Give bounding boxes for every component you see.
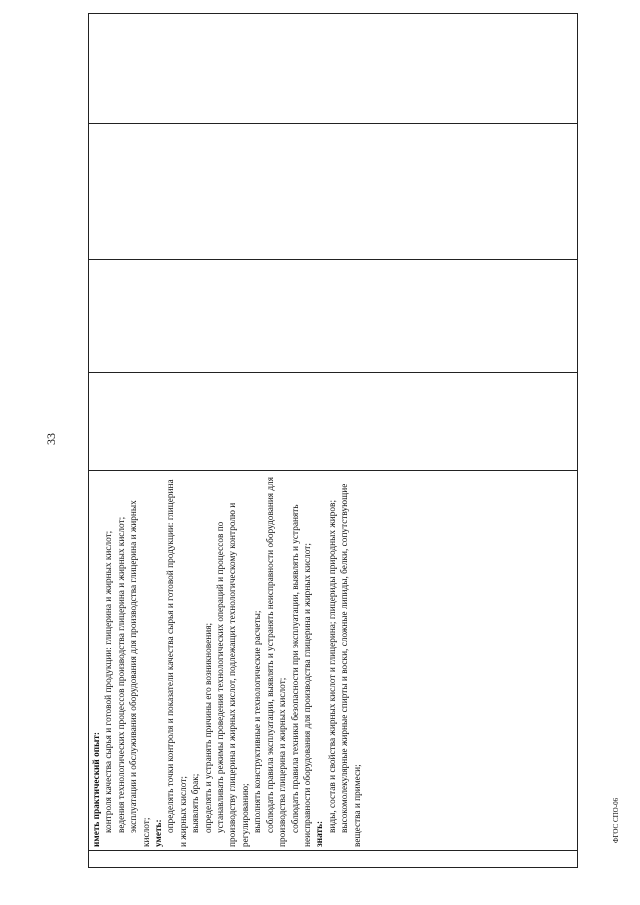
- empty-cell: [89, 124, 578, 260]
- empty-cell: [89, 14, 578, 124]
- practice-label: иметь практический опыт:: [92, 731, 102, 847]
- skill-item: выявлять брак;: [191, 773, 202, 833]
- skill-item: определять и устранять причины его возникновения;: [203, 622, 214, 833]
- code-cell: [89, 851, 578, 868]
- knowledge-label: знать:: [315, 820, 326, 847]
- practice-item: ведения технологических процессов производства глицерина и жирных кислот;: [116, 516, 127, 833]
- standards-table: [88, 20, 578, 868]
- skills-label: уметь:: [154, 819, 165, 847]
- page-number: 33: [44, 433, 58, 445]
- skill-item: устанавливать режимы проведения технологических операций и процессов по производству глицерина и жирных кислот, подлежащих технологическому контролю и регулированию;: [216, 502, 251, 847]
- table-row: [89, 14, 578, 868]
- skill-item: соблюдать правила эксплуатации, выявлять и устранять неисправности оборудования для производства глицерина и жирных кислот;: [265, 476, 289, 847]
- empty-cell: [89, 373, 578, 471]
- skill-item: соблюдать правила техники безопасности при эксплуатации, выявлять и устранять неисправности оборудования для производства глицерина и жирных кислот;: [290, 504, 313, 847]
- competency-cell: [89, 471, 578, 851]
- skill-item: определять точки контроля и показатели качества сырья и готовой продукции: глицерина и жирных кислот;: [166, 479, 189, 847]
- empty-cell: [89, 260, 578, 373]
- knowledge-item: высокомолекулярные жирные спирты и воски, сложные липиды, белки, сопутствующие вещества и примеси;: [340, 483, 363, 847]
- footer-code: ФГОС СПО-06: [612, 797, 620, 843]
- practice-item: контроля качества сырья и готовой продукции: глицерина и жирных кислот;: [104, 530, 115, 833]
- knowledge-item: виды, состав и свойства жирных кислот и глицерина; глицериды природных жиров;: [327, 499, 338, 833]
- practice-item: эксплуатации и обслуживания оборудования для производства глицерина и жирных кислот;: [129, 500, 152, 847]
- skill-item: выполнять конструктивные и технологические расчеты;: [253, 610, 264, 833]
